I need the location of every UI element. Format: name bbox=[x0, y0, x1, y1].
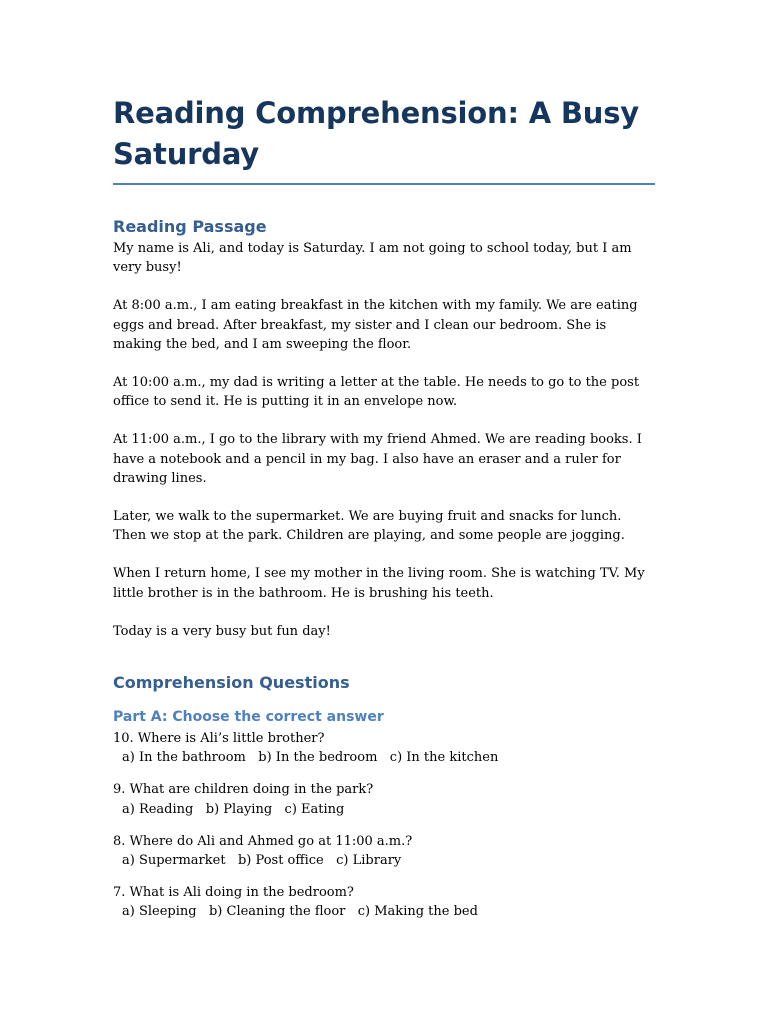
question-options: a) Sleeping b) Cleaning the floor c) Making the bed bbox=[122, 904, 478, 920]
question-item bbox=[113, 832, 655, 870]
passage-paragraph-7: Today is a very busy but fun day! bbox=[113, 623, 331, 639]
question-item bbox=[113, 883, 655, 921]
question-text: 9. What are children doing in the park? bbox=[113, 782, 374, 798]
question-options: a) Supermarket b) Post office c) Library bbox=[122, 853, 402, 869]
comprehension-questions-heading: Comprehension Questions bbox=[113, 673, 350, 693]
question-item bbox=[113, 729, 655, 767]
reading-passage-heading: Reading Passage bbox=[113, 217, 267, 236]
passage-paragraph-3: At 10:00 a.m., my dad is writing a letter at the table. He needs to go to the post office to send it. He is putting it in an envelope now. bbox=[113, 375, 640, 410]
question-text: 8. Where do Ali and Ahmed go at 11:00 a.m.? bbox=[113, 833, 413, 849]
document-body bbox=[113, 93, 655, 935]
passage-paragraph-2: At 8:00 a.m., I am eating breakfast in the kitchen with my family. We are eating eggs and bread. After breakfast, my sister and I clean our bedroom. She is making the bed, and I am sweeping the floor. bbox=[113, 298, 638, 352]
question-item bbox=[113, 780, 655, 818]
question-text: 7. What is Ali doing in the bedroom? bbox=[113, 885, 354, 901]
question-options: a) Reading b) Playing c) Eating bbox=[122, 801, 345, 817]
part-a-heading: Part A: Choose the correct answer bbox=[113, 709, 384, 726]
passage-paragraph-6: When I return home, I see my mother in the living room. She is watching TV. My little brother is in the bathroom. He is brushing his teeth. bbox=[113, 566, 645, 601]
question-text: 10. Where is Ali’s little brother? bbox=[113, 731, 325, 747]
passage-paragraph-1: My name is Ali, and today is Saturday. I am not going to school today, but I am very busy! bbox=[113, 241, 632, 276]
passage-paragraph-5: Later, we walk to the supermarket. We are buying fruit and snacks for lunch. Then we stop at the park. Children are playing, and some people are jogging. bbox=[113, 509, 625, 544]
question-options: a) In the bathroom b) In the bedroom c) In the kitchen bbox=[122, 750, 499, 766]
document-title: Reading Comprehension: A Busy Saturday bbox=[113, 93, 655, 185]
passage-paragraph-4: At 11:00 a.m., I go to the library with my friend Ahmed. We are reading books. I have a notebook and a pencil in my bag. I also have an eraser and a ruler for drawing lines. bbox=[113, 432, 642, 486]
